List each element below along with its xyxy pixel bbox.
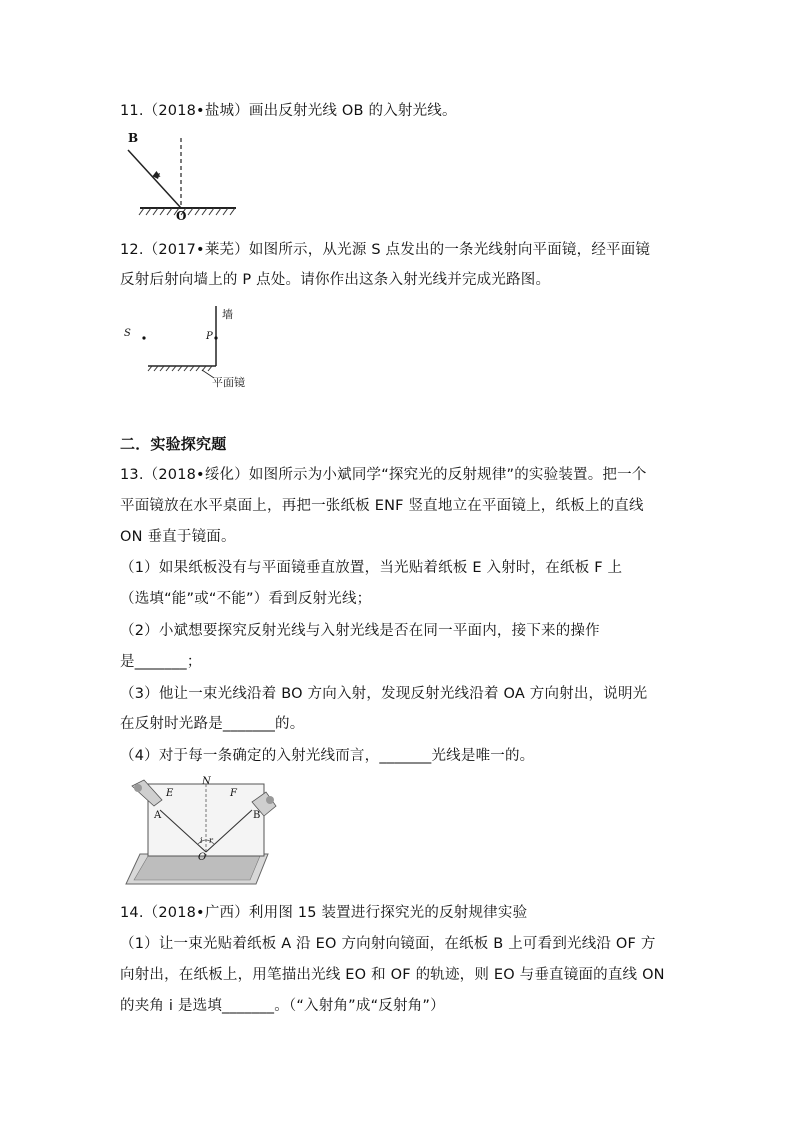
q11-label-b: B [128, 131, 139, 145]
q12-line2: 反射后射向墙上的 P 点处。请你作出这条入射光线并完成光路图。 [120, 272, 551, 288]
q13-part3-line1: （3）他让一束光线沿着 BO 方向入射，发现反射光线沿着 OA 方向射出，说明光 [120, 686, 648, 702]
q12-label-p: P [206, 331, 213, 342]
q13-label-o: O [198, 852, 207, 863]
q13-part2-line1: （2）小斌想要探究反射光线与入射光线是否在同一平面内，接下来的操作 [120, 623, 600, 639]
q14-line1: 14.（2018•广西）利用图 15 装置进行探究光的反射规律实验 [120, 905, 528, 921]
q11-label-o: O [176, 209, 187, 223]
q12-label-s: S [124, 328, 131, 339]
q14-part1-line2: 向射出，在纸板上，用笔描出光线 EO 和 OF 的轨迹，则 EO 与垂直镜面的直线 ON [120, 967, 665, 983]
q13-figure [118, 776, 278, 890]
q13-label-b: B [253, 810, 261, 821]
q11-text: 11.（2018•盐城）画出反射光线 OB 的入射光线。 [120, 103, 457, 119]
q12-label-wall: 墙 [222, 308, 233, 321]
q14-part1-line3: 的夹角 i 是选填_______。（“入射角”成“反射角”） [120, 998, 445, 1014]
q13-part2-line2: 是_______； [120, 654, 202, 670]
q13-part3-line2: 在反射时光路是_______的。 [120, 716, 305, 732]
q13-line2: 平面镜放在水平桌面上，再把一张纸板 ENF 竖直地立在平面镜上，纸板上的直线 [120, 498, 644, 514]
q12-figure [118, 300, 258, 392]
q12-line1: 12.（2017•莱芜）如图所示，从光源 S 点发出的一条光线射向平面镜，经平面镜 [120, 242, 651, 258]
q14-part1-line1: （1）让一束光贴着纸板 A 沿 EO 方向射向镜面，在纸板 B 上可看到光线沿 OF 方 [120, 936, 656, 952]
q13-label-a: A [154, 810, 162, 821]
q12-label-mirror: 平面镜 [212, 376, 245, 389]
q13-line1: 13.（2018•绥化）如图所示为小斌同学“探究光的反射规律”的实验装置。把一个 [120, 467, 647, 483]
q13-label-i: i [200, 836, 203, 845]
q13-label-e: E [166, 788, 174, 799]
q13-part4-line1: （4）对于每一条确定的入射光线而言，_______光线是唯一的。 [120, 748, 535, 764]
q11-figure [118, 132, 242, 222]
q13-label-f: F [230, 788, 237, 799]
q13-label-r: r [209, 836, 213, 845]
section-title: 二．实验探究题 [120, 435, 227, 453]
q13-part1-line2: （选填“能”或“不能”）看到反射光线； [120, 591, 372, 607]
q13-part1-line1: （1）如果纸板没有与平面镜垂直放置，当光贴着纸板 E 入射时，在纸板 F 上 [120, 560, 623, 576]
q13-line3: ON 垂直于镜面。 [120, 529, 236, 545]
q13-label-n: N [202, 776, 211, 787]
